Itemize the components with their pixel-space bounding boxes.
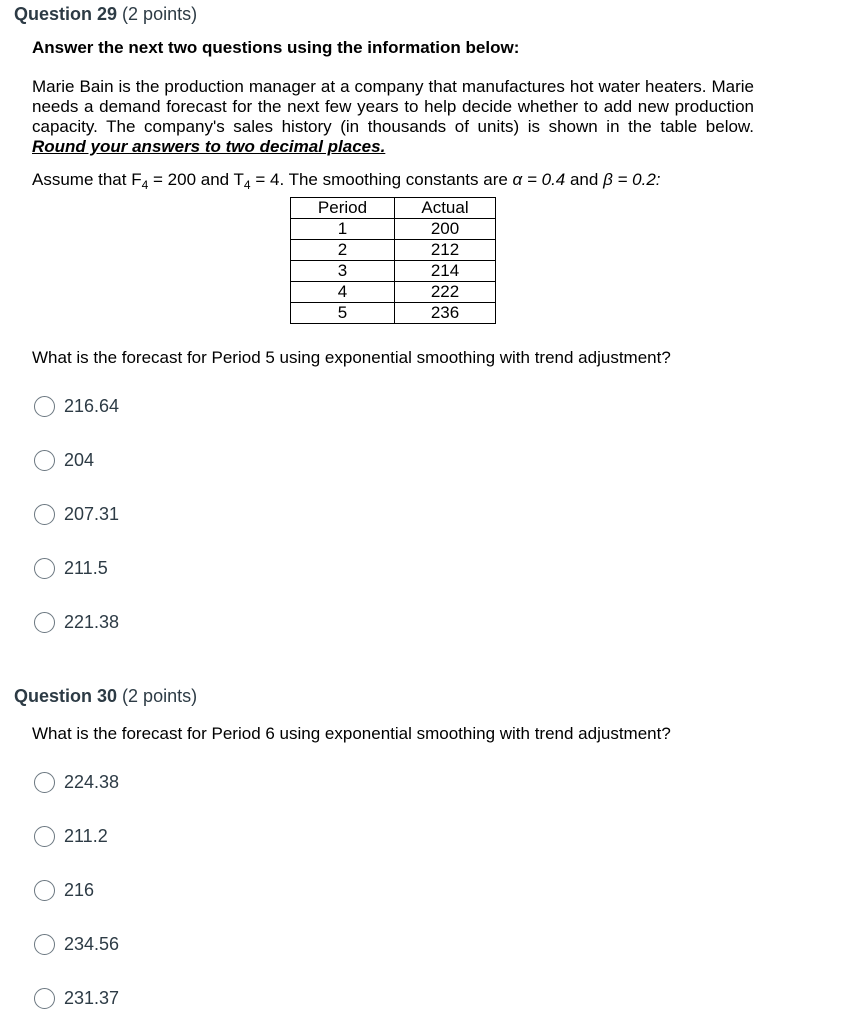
- scenario-text: Marie Bain is the production manager at a company that manufactures hot water heaters. Marie needs a demand forecast for the next few years to help decide whether to add new production capacity. The company's sales history (in thousands of units) is shown in the table below.: [32, 77, 754, 136]
- radio-button[interactable]: [34, 612, 55, 633]
- question-30-text: What is the forecast for Period 6 using exponential smoothing with trend adjustment?: [32, 724, 671, 743]
- actual-cell: 212: [395, 240, 496, 261]
- option-label[interactable]: 211.2: [64, 825, 108, 846]
- question-number: Question 30: [14, 686, 118, 706]
- answer-option[interactable]: [34, 986, 119, 1010]
- radio-button[interactable]: [34, 934, 55, 955]
- actual-cell: 236: [395, 303, 496, 324]
- rounding-instruction: Round your answers to two decimal places.: [32, 137, 386, 156]
- radio-button[interactable]: [34, 880, 55, 901]
- intro-text: Answer the next two questions using the information below:: [32, 38, 520, 57]
- option-label[interactable]: 234.56: [64, 933, 120, 954]
- option-label[interactable]: 211.5: [64, 557, 108, 578]
- assumption-text: Assume that F: [32, 170, 142, 189]
- option-label[interactable]: 207.31: [64, 503, 120, 524]
- period-cell: 3: [291, 261, 395, 282]
- radio-button[interactable]: [34, 450, 55, 471]
- question-points: (2 points): [122, 4, 198, 24]
- period-cell: 5: [291, 303, 395, 324]
- table-row: [291, 303, 496, 324]
- answer-option[interactable]: [34, 824, 108, 848]
- answer-option[interactable]: [34, 502, 119, 526]
- column-header-period: Period: [291, 198, 395, 219]
- actual-cell: 200: [395, 219, 496, 240]
- table-header-row: [291, 198, 496, 219]
- assumption-text: and: [565, 170, 604, 189]
- table-row: [291, 219, 496, 240]
- period-cell: 1: [291, 219, 395, 240]
- option-label[interactable]: 216.64: [64, 395, 120, 416]
- assumption-text: = 4. The smoothing constants are: [250, 170, 513, 189]
- option-label[interactable]: 231.37: [64, 987, 120, 1008]
- question-points: (2 points): [122, 686, 198, 706]
- radio-button[interactable]: [34, 396, 55, 417]
- option-label[interactable]: 224.38: [64, 771, 120, 792]
- answer-option[interactable]: [34, 932, 119, 956]
- option-label[interactable]: 221.38: [64, 611, 120, 632]
- table-row: [291, 282, 496, 303]
- assumption-text: = 200 and T: [148, 170, 244, 189]
- question-number: Question 29: [14, 4, 118, 24]
- scenario-paragraph: [32, 77, 754, 157]
- actual-cell: 222: [395, 282, 496, 303]
- answer-option[interactable]: [34, 878, 94, 902]
- period-cell: 2: [291, 240, 395, 261]
- option-label[interactable]: 216: [64, 879, 95, 900]
- column-header-actual: Actual: [395, 198, 496, 219]
- radio-button[interactable]: [34, 988, 55, 1009]
- radio-button[interactable]: [34, 772, 55, 793]
- answer-option[interactable]: [34, 556, 108, 580]
- question-29-header: [14, 4, 197, 25]
- subscript: 4: [243, 178, 251, 192]
- answer-option[interactable]: [34, 394, 119, 418]
- answer-option[interactable]: [34, 448, 94, 472]
- option-label[interactable]: 204: [64, 449, 95, 470]
- table-row: [291, 240, 496, 261]
- radio-button[interactable]: [34, 826, 55, 847]
- radio-button[interactable]: [34, 558, 55, 579]
- answer-option[interactable]: [34, 610, 119, 634]
- answer-option[interactable]: [34, 770, 119, 794]
- alpha-value: α = 0.4: [512, 170, 566, 189]
- question-30-header: [14, 686, 197, 707]
- radio-button[interactable]: [34, 504, 55, 525]
- subscript: 4: [141, 178, 149, 192]
- assumption-line: [32, 170, 754, 190]
- question-29-text: What is the forecast for Period 5 using exponential smoothing with trend adjustment?: [32, 348, 671, 367]
- beta-value: β = 0.2:: [603, 170, 661, 189]
- actual-cell: 214: [395, 261, 496, 282]
- period-cell: 4: [291, 282, 395, 303]
- table-row: [291, 261, 496, 282]
- sales-history-table: [290, 197, 496, 324]
